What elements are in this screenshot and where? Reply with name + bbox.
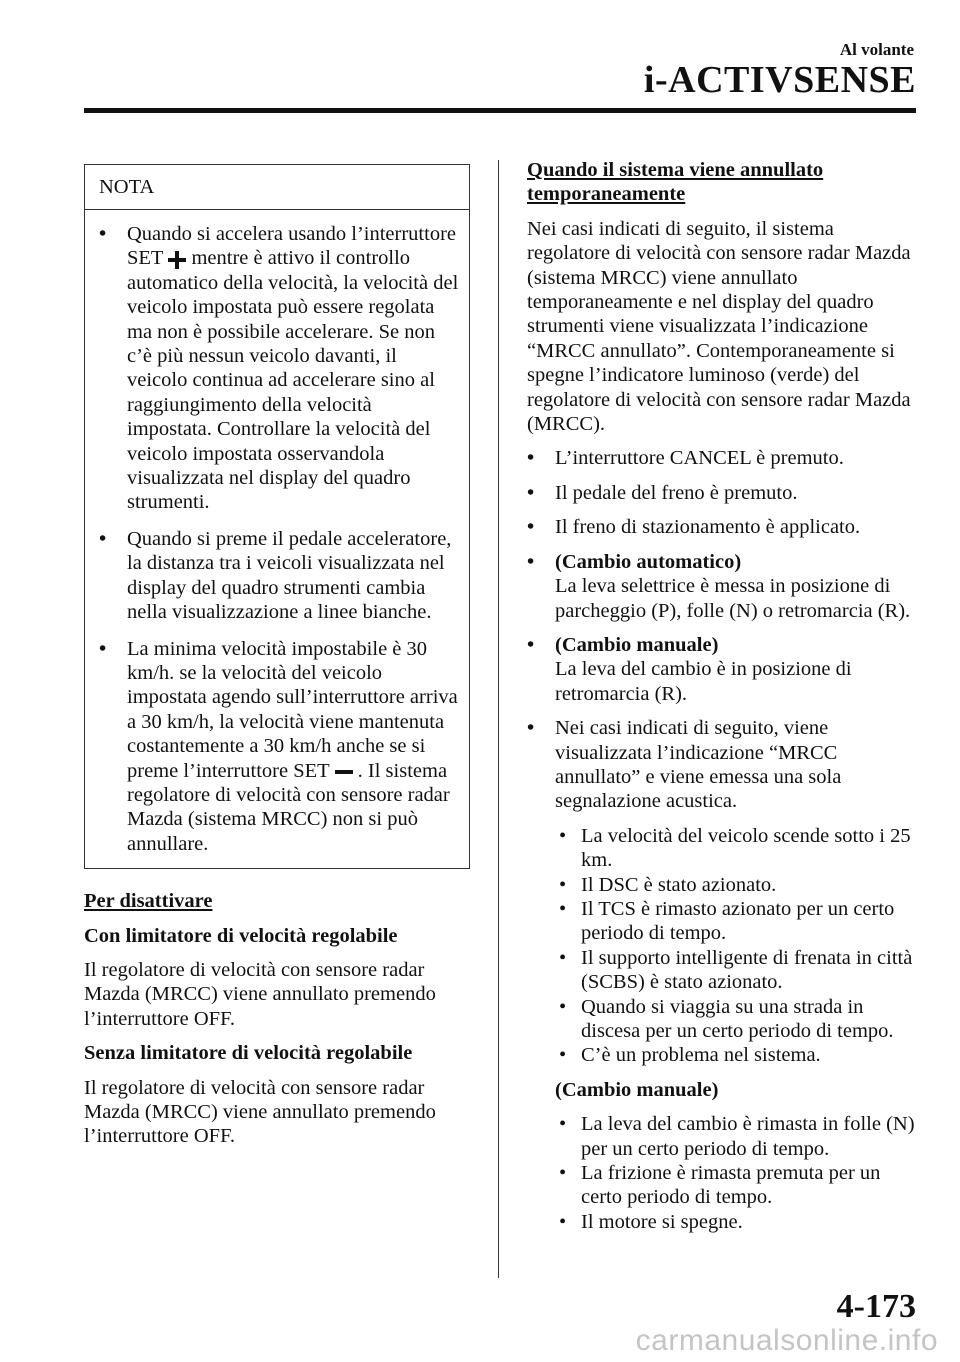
bullet-icon: • — [527, 481, 535, 504]
without-limiter-title: Senza limitatore di velocità regolabile — [84, 1042, 413, 1065]
header-chapter-title: i-ACTIVSENSE — [643, 59, 916, 101]
sub-list-item-text: Il TCS è rimasto azionato per un certo periodo di tempo. — [581, 897, 895, 945]
bullet-icon: • — [99, 637, 107, 660]
list-item — [527, 446, 919, 470]
sub-list-item — [555, 1043, 919, 1067]
list-item-text: Il pedale del freno è premuto. — [555, 481, 798, 504]
with-limiter-text: Il regolatore di velocità con sensore radar Mazda (MRCC) viene annullato premendo l’interruttore OFF. — [84, 958, 436, 1030]
list-item-heading: (Cambio automatico) — [555, 550, 742, 573]
note-item-1-text-b: mentre è attivo il controllo automatico della velocità, la velocità del veicolo impostata può essere regolata ma non è possibile accelerare. Se non c’è più nessun veicolo davanti, il veicolo continua ad accelerare sino al raggiungimento della velocità impostata. Controllare la velocità del veicolo impostata osservandola visualizzata nel display del quadro strumenti. — [127, 247, 459, 514]
bullet-icon: • — [527, 516, 535, 539]
header-section-label: Al volante — [839, 40, 914, 59]
list-item-text: Il freno di stazionamento è applicato. — [555, 516, 861, 539]
left-column — [84, 164, 470, 1159]
sub-list-item — [555, 897, 919, 946]
sub-list-item-text: Il motore si spegne. — [581, 1210, 743, 1233]
warning-sub-list — [555, 824, 919, 1068]
note-item — [99, 527, 461, 625]
sub-list-item — [555, 995, 919, 1044]
bullet-icon: • — [559, 995, 567, 1018]
minus-icon — [334, 762, 354, 782]
bullet-icon: • — [559, 873, 567, 896]
bullet-icon: • — [559, 1162, 567, 1185]
list-item-text: Nei casi indicati di seguito, viene visualizzata l’indicazione “MRCC annullato” e viene emessa una sola segnalazione acustica. — [555, 717, 842, 813]
watermark: carmanualsonline.info — [635, 1324, 938, 1357]
right-column — [527, 158, 919, 1244]
deactivate-title: Per disattivare — [84, 890, 213, 913]
sub-list-item — [555, 1112, 919, 1161]
bullet-icon: • — [559, 824, 567, 847]
note-item-3-text-a: La minima velocità impostabile è 30 km/h. se la velocità del veicolo impostata agendo sull’interruttore arriva a 30 km/h, la velocità viene mantenuta costantemente a 30 km/h anche se si preme l’interruttore SET — [127, 637, 458, 782]
plus-icon — [167, 250, 187, 270]
bullet-icon: • — [527, 447, 535, 470]
sub-list-item — [555, 1161, 919, 1210]
list-item — [527, 716, 919, 814]
cancel-conditions-list — [527, 446, 919, 813]
list-item — [527, 515, 919, 539]
note-box — [84, 164, 470, 869]
sub-list-item-text: Il supporto intelligente di frenata in città (SCBS) è stato azionato. — [581, 946, 913, 994]
sub-list-item — [555, 1210, 919, 1234]
bullet-icon: • — [99, 223, 107, 245]
sub-list-item-text: C’è un problema nel sistema. — [581, 1044, 821, 1067]
bullet-icon: • — [559, 897, 567, 920]
manual-sub-list — [555, 1112, 919, 1234]
bullet-icon: • — [559, 1044, 567, 1067]
note-item-2-text: Quando si preme il pedale acceleratore, la distanza tra i veicoli visualizzata nel display del quadro strumenti cambia nella visualizzazione a linee bianche. — [127, 527, 452, 624]
bullet-icon: • — [99, 527, 107, 550]
bullet-icon: • — [559, 946, 567, 969]
sub-list-item-text: La leva del cambio è rimasta in folle (N) per un certo periodo di tempo. — [581, 1113, 915, 1160]
sub-list-item — [555, 946, 919, 995]
sub-list-item-text: La velocità del veicolo scende sotto i 25 km. — [581, 824, 911, 872]
list-item-text: La leva selettrice è messa in posizione di parcheggio (P), folle (N) o retromarcia (R). — [555, 575, 911, 622]
note-item-1-text-a: Quando si accelera usando l’interruttore SET — [127, 223, 457, 270]
without-limiter-text: Il regolatore di velocità con sensore radar Mazda (MRCC) viene annullato premendo l’interruttore OFF. — [84, 1076, 436, 1148]
list-item-text: La leva del cambio è in posizione di retromarcia (R). — [555, 658, 852, 705]
bullet-icon: • — [527, 550, 535, 573]
bullet-icon: • — [527, 633, 535, 656]
note-title: NOTA — [85, 165, 469, 210]
note-item — [99, 637, 461, 857]
bullet-icon: • — [559, 1113, 567, 1136]
header-rule — [84, 108, 916, 113]
list-item — [527, 633, 919, 706]
sub-list-item-text: Quando si viaggia su una strada in discesa per un certo periodo di tempo. — [581, 995, 894, 1042]
with-limiter-title: Con limitatore di velocità regolabile — [84, 924, 398, 947]
bullet-icon: • — [559, 1210, 567, 1233]
sub-list-item — [555, 824, 919, 873]
note-item-3-text-b: . Il sistema regolatore di velocità con sensore radar Mazda (sistema MRCC) non si può annullare. — [127, 759, 450, 855]
note-body — [85, 210, 469, 868]
list-item-heading: (Cambio manuale) — [555, 633, 719, 656]
manual-transmission-heading: (Cambio manuale) — [555, 1078, 719, 1101]
cancel-section-title: Quando il sistema viene annullato temporaneamente — [527, 159, 824, 206]
page-number: 4-173 — [836, 1288, 916, 1325]
list-item-text: L’interruttore CANCEL è premuto. — [555, 447, 844, 470]
cancel-intro-text: Nei casi indicati di seguito, il sistema regolatore di velocità con sensore radar Mazda (sistema MRCC) viene annullato temporaneamente e nel display del quadro strumenti viene visualizzata l’indicazione “MRCC annullato”. Contemporaneamente si spegne l’indicatore luminoso (verde) del regolatore di velocità con sensore radar Mazda (MRCC). — [527, 217, 911, 436]
note-item — [99, 222, 461, 515]
list-item — [527, 550, 919, 623]
column-divider — [498, 160, 499, 1278]
sub-list-item — [555, 873, 919, 897]
sub-list-item-text: La frizione è rimasta premuta per un certo periodo di tempo. — [581, 1162, 881, 1209]
sub-list-item-text: Il DSC è stato azionato. — [581, 873, 777, 896]
bullet-icon: • — [527, 717, 535, 740]
list-item — [527, 481, 919, 505]
